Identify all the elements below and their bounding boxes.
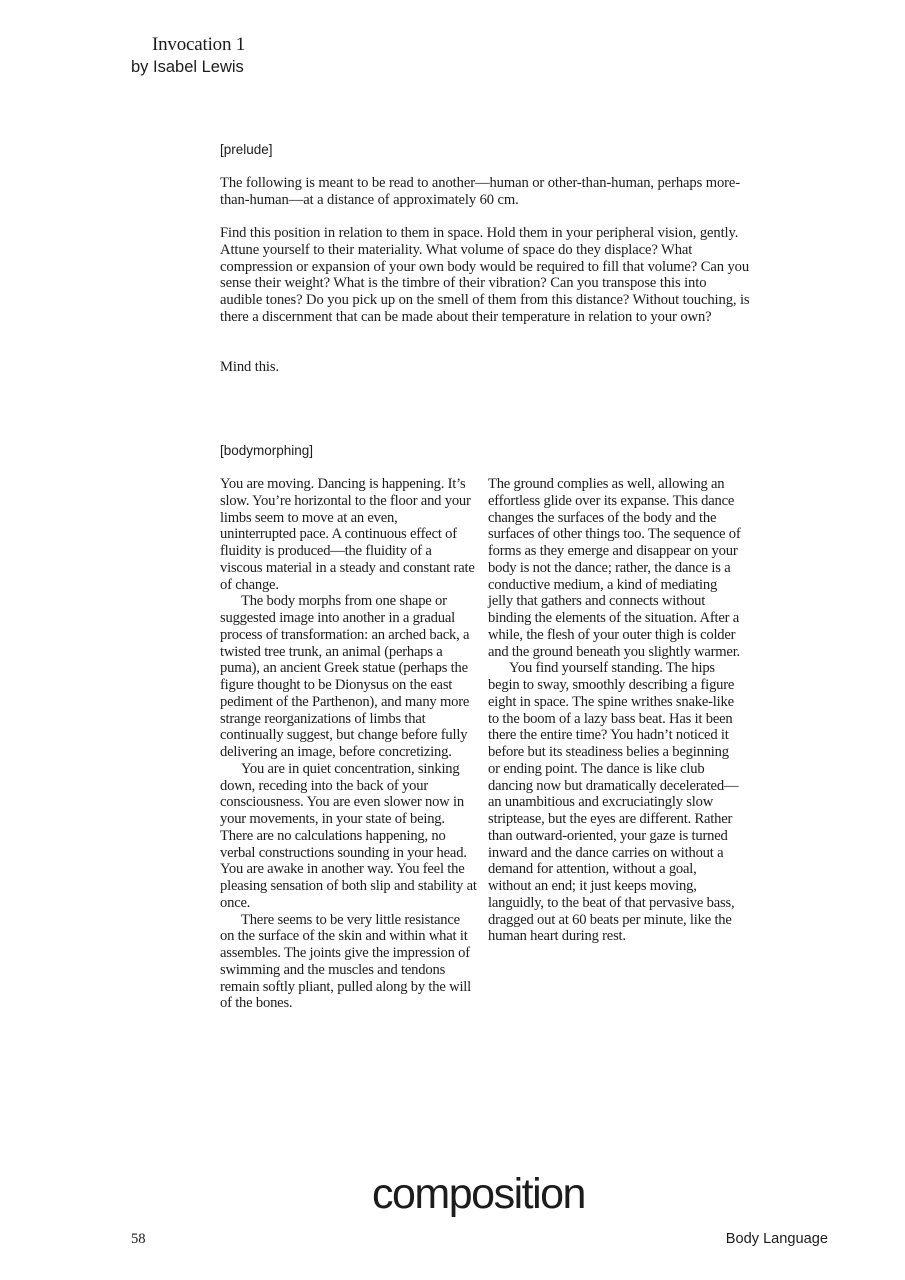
text-column-right: [488, 476, 741, 945]
body-paragraph: The ground complies as well, allowing an effortless glide over its expanse. This dance changes the surfaces of the body and the surfaces of other things too. The sequence of forms as they emerge and disappear on your body is not the dance; rather, the dance is a conductive medium, a kind of mediating jelly that gathers and connects without binding the elements of the situation. After a while, the flesh of your outer thigh is colder and the ground beneath you slightly warmer.: [488, 476, 741, 660]
body-paragraph: There seems to be very little resistance on the surface of the skin and within what it assembles. The joints give the impression of swimming and the muscles and tendons remain softly pliant, pulled along by the will of the bones.: [220, 911, 472, 1012]
article-author: by Isabel Lewis: [131, 58, 244, 76]
section-title-logo: composition: [372, 1170, 585, 1218]
prelude-paragraph: The following is meant to be read to another—human or other-than-human, perhaps more-than-human—at a distance of approximately 60 cm.: [220, 175, 741, 208]
prelude-paragraph: Find this position in relation to them in space. Hold them in your peripheral vision, gently. Attune yourself to their materiality. What volume of space do they displace? What compression or expansion of your own body would be required to fill that volume? Can you sense their weight? What is the timbre of their vibration? Can you transpose this into audible tones? Do you pick up on the smell of them from this distance? Without touching, is there a discernment that can be made about their temperature in relation to your own?: [220, 225, 750, 325]
article-title: Invocation 1: [152, 34, 246, 55]
publication-title: Body Language: [725, 1231, 828, 1247]
section-label-bodymorphing: [bodymorphing]: [220, 443, 314, 458]
prelude-paragraph: Mind this.: [220, 359, 280, 375]
page-number: 58: [131, 1231, 146, 1247]
body-paragraph: The body morphs from one shape or suggested image into another in a gradual process of transformation: an arched back, a twisted tree trunk, an animal (perhaps a puma), an ancient Greek statue (perhaps the figure thought to be Dionysus on the east pediment of the Parthenon), and many more strange reorganizations of limbs that continually suggest, but change before fully delivering an image, before concretizing.: [220, 593, 470, 760]
body-paragraph: You are in quiet concentration, sinking down, receding into the back of your consciousness. You are even slower now in your movements, in your state of being. There are no calculations happening, no verbal constructions sounding in your head. You are awake in another way. You feel the pleasing sensation of both slip and stability at once.: [220, 760, 477, 911]
text-column-left: [220, 476, 477, 1012]
body-paragraph: You are moving. Dancing is happening. It’s slow. You’re horizontal to the floor and your limbs seem to move at an even, uninterrupted pace. A continuous effect of fluidity is produced—the fluidity of a viscous material in a steady and constant rate of change.: [220, 476, 475, 593]
body-paragraph: You find yourself standing. The hips begin to sway, smoothly describing a figure eight in space. The spine writhes snake-like to the boom of a lazy bass beat. Has it been there the entire time? You hadn’t noticed it before but its steadiness belies a beginning or ending point. The dance is like club dancing now but dramatically decelerated—an unambitious and excruciatingly slow striptease, but the eyes are different. Rather than outward-oriented, your gaze is turned inward and the dance carries on without a demand for attention, without a goal, without an end; it just keeps moving, languidly, to the beat of that pervasive bass, dragged out at 60 beats per minute, like the human heart during rest.: [488, 660, 739, 945]
section-label-prelude: [prelude]: [220, 142, 273, 157]
